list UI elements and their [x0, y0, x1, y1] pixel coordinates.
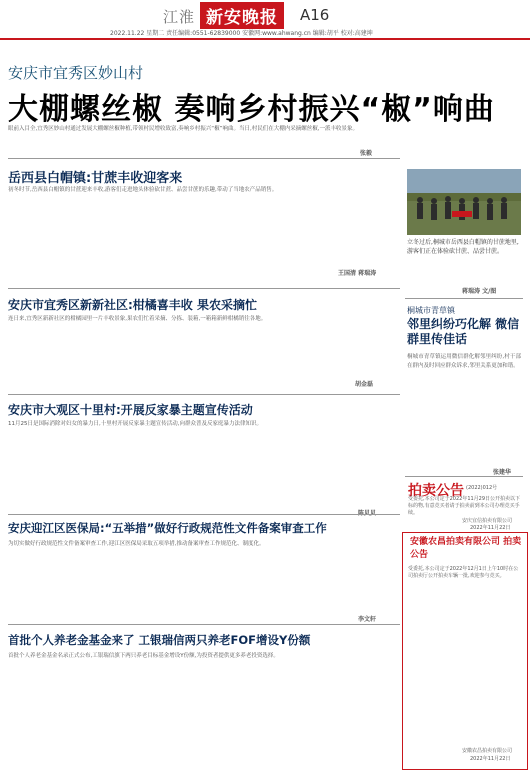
- lead-kicker: 安庆市宜秀区妙山村: [8, 64, 144, 82]
- section-byline: 李文轩: [358, 616, 377, 623]
- news-photo: [407, 169, 521, 235]
- section-headline: 首批个人养老金基金来了 工银瑞信两只养老FOF增设Y份额: [8, 633, 311, 647]
- ad-org: 安庆宜信拍卖有限公司: [462, 518, 513, 524]
- page-number: A16: [300, 6, 330, 24]
- ad-date: 2022年11月22日: [470, 525, 511, 531]
- news-photo-image: [407, 169, 521, 235]
- lead-headline: 大棚螺丝椒 奏响乡村振兴“椒”响曲: [8, 92, 495, 127]
- right-subhead: 桐城市青草镇: [407, 306, 455, 315]
- section-text: 为切实做好行政规范性文件备案审查工作,迎江区医保局采取五项举措,推动备案审查工作规范化、制度化。: [8, 541, 265, 547]
- right-byline: 张建华: [493, 469, 512, 476]
- ad-number: (2022)012号: [466, 485, 498, 491]
- section-byline: 王国清 蒋瑞涛: [338, 270, 377, 277]
- divider: [8, 288, 400, 289]
- section-text: 连日来,宜秀区新新社区的柑橘园里一片丰收景象,果农们忙着采摘、分拣、装箱,一箱箱新鲜柑橘销往各地。: [8, 316, 267, 322]
- ad-text: 受委托,本公司定于2022年12月1日上午10时在公司拍卖厅公开拍卖车辆一批,欢迎参与竞买。: [408, 566, 519, 579]
- ad-text: 受委托,本公司定于2022年11月29日公开拍卖以下标的物,有意竞买者请于拍卖前到本公司办理竞买手续。: [408, 496, 521, 516]
- masthead: [0, 0, 530, 42]
- section-headline: 岳西县白帽镇:甘蔗丰收迎客来: [8, 171, 183, 186]
- masthead-rule: [0, 38, 530, 40]
- lead-text: 眼前入目全,宜秀区妙山村通过发展大棚螺丝椒种植,带领村民增收致富,奏响乡村振兴“椒”响曲。当日,村民们在大棚内采摘螺丝椒,一派丰收景象。: [8, 126, 358, 132]
- masthead-region: 江淮: [163, 8, 196, 26]
- newspaper-logo: 新安晚报: [200, 2, 284, 29]
- section-headline: 安庆市大观区十里村:开展反家暴主题宣传活动: [8, 403, 253, 417]
- ad-date: 2022年11月22日: [470, 756, 511, 762]
- ad-org: 安徽农昌拍卖有限公司: [462, 748, 513, 754]
- section-text: 初冬时节,岳西县白帽镇的甘蔗迎来丰收,游客们走进地头体验砍甘蔗、品尝甘蔗的乐趣,带动了当地农产品销售。: [8, 187, 278, 193]
- lead-byline: 张毅: [360, 150, 373, 157]
- section-text: 首批个人养老金基金名录正式公布,工银瑞信旗下两只养老目标基金增设Y份额,为投资者提供更多养老投资选择。: [8, 653, 279, 659]
- photo-caption: 立冬过后,桐城市岳西县白帽镇的甘蔗地里,游客们正在体验砍甘蔗、品尝甘蔗。: [407, 239, 519, 255]
- divider: [405, 476, 523, 477]
- photo-byline: 蒋瑞涛 文/图: [462, 288, 497, 295]
- section-byline: 胡金磊: [355, 381, 374, 388]
- section-text: 11月25日是国际消除对妇女的暴力日,十里村开展反家暴主题宣传活动,向群众普及反家庭暴力法律知识。: [8, 421, 262, 427]
- divider: [8, 624, 400, 625]
- ad-title: 拍卖公告: [408, 483, 464, 499]
- right-headline: 邻里纠纷巧化解 微信群里传佳话: [407, 317, 520, 346]
- section-headline: 安庆迎江区医保局:“五举措”做好行政规范性文件备案审查工作: [8, 521, 327, 535]
- section-headline: 安庆市宜秀区新新社区:柑橘喜丰收 果农采摘忙: [8, 298, 257, 312]
- section-byline: [358, 508, 376, 517]
- divider: [8, 158, 400, 159]
- right-text: 桐城市青草镇运用微信群化解邻里纠纷,村干部在群内及时回应群众诉求,邻里关系更加和谐。: [407, 354, 521, 369]
- ad-title: 安徽农昌拍卖有限公司 拍卖公告: [410, 537, 522, 560]
- divider: [405, 298, 523, 299]
- issue-info: 2022.11.22 星期二 责任编辑:0551-62839000 安徽网:www.ahwang.cn 编辑:胡平 校对:高建坤: [110, 30, 373, 37]
- divider: [8, 394, 400, 395]
- divider: [8, 514, 400, 515]
